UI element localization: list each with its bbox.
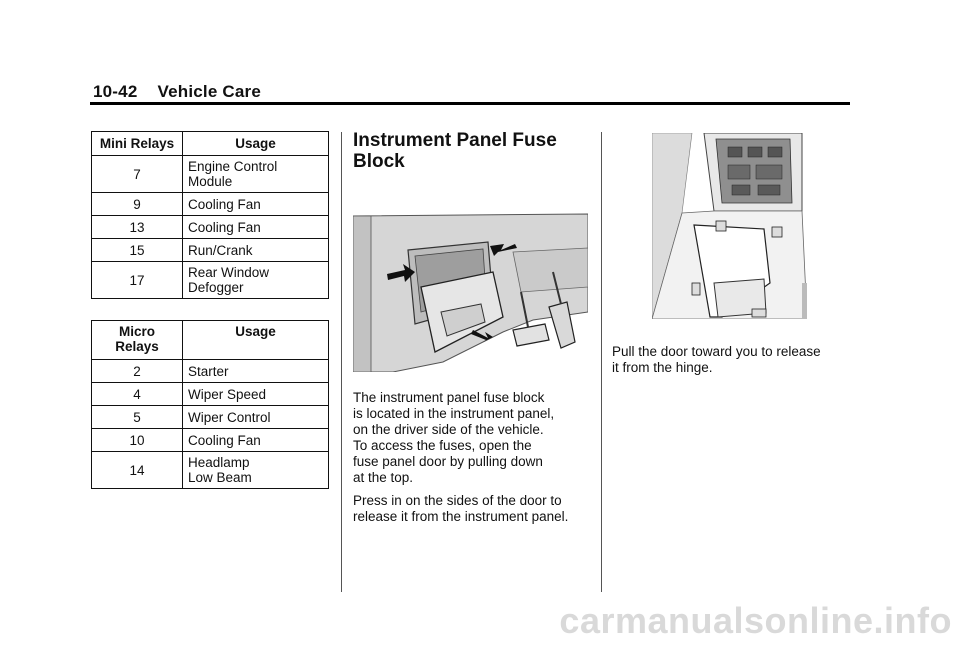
table-row xyxy=(92,239,329,262)
table-row xyxy=(92,452,329,489)
text-line: on the driver side of the vehicle. xyxy=(353,422,544,437)
relay-usage xyxy=(183,262,329,299)
table-row xyxy=(92,216,329,239)
relay-usage: Starter xyxy=(183,360,329,383)
text-line: Pull the door toward you to release xyxy=(612,344,821,359)
usage-line: Defogger xyxy=(188,280,244,295)
header-rule xyxy=(90,102,850,105)
column-header: Usage xyxy=(183,321,329,360)
relay-usage: Wiper Speed xyxy=(183,383,329,406)
text-line: To access the fuses, open the xyxy=(353,438,532,453)
text-line: it from the hinge. xyxy=(612,360,713,375)
relay-number: 10 xyxy=(92,429,183,452)
table-row xyxy=(92,383,329,406)
micro-relays-table xyxy=(91,320,329,489)
column-header: Mini Relays xyxy=(92,132,183,156)
text-line: fuse panel door by pulling down xyxy=(353,454,543,469)
header-line: Relays xyxy=(115,339,159,354)
usage-line: Module xyxy=(188,174,233,189)
relay-usage xyxy=(183,452,329,489)
relay-number: 7 xyxy=(92,156,183,193)
fuse-door-illustration xyxy=(353,212,588,372)
relay-usage: Run/Crank xyxy=(183,239,329,262)
usage-line: Headlamp xyxy=(188,455,250,470)
column-header xyxy=(92,321,183,360)
usage-line: Engine Control xyxy=(188,159,278,174)
text-line: release it from the instrument panel. xyxy=(353,509,569,524)
door-release-paragraph xyxy=(353,493,593,525)
column-divider-2 xyxy=(601,132,602,592)
relay-usage: Wiper Control xyxy=(183,406,329,429)
table-row xyxy=(92,360,329,383)
relay-number: 17 xyxy=(92,262,183,299)
usage-line: Low Beam xyxy=(188,470,252,485)
watermark: carmanualsonline.info xyxy=(559,600,952,641)
fuse-block-location-paragraph xyxy=(353,390,593,486)
usage-line: Rear Window xyxy=(188,265,270,280)
relay-usage: Cooling Fan xyxy=(183,193,329,216)
mini-relays-table xyxy=(91,131,329,299)
text-line: Press in on the sides of the door to xyxy=(353,493,562,508)
table-row xyxy=(92,406,329,429)
section-title-header: Vehicle Care xyxy=(157,82,262,101)
relay-number: 14 xyxy=(92,452,183,489)
text-line: is located in the instrument panel, xyxy=(353,406,555,421)
door-hinge-illustration xyxy=(652,133,807,319)
relay-number: 2 xyxy=(92,360,183,383)
relay-usage: Cooling Fan xyxy=(183,216,329,239)
column-divider-1 xyxy=(341,132,342,592)
relay-number: 13 xyxy=(92,216,183,239)
table-header-row xyxy=(92,132,329,156)
table-header-row xyxy=(92,321,329,360)
relay-usage xyxy=(183,156,329,193)
relay-number: 4 xyxy=(92,383,183,406)
section-heading xyxy=(353,130,583,172)
table-row xyxy=(92,429,329,452)
column-header: Usage xyxy=(183,132,329,156)
heading-line: Instrument Panel Fuse xyxy=(353,130,557,151)
heading-line: Block xyxy=(353,151,405,172)
table-row xyxy=(92,156,329,193)
page-number: 10-42 xyxy=(93,82,138,101)
relay-number: 9 xyxy=(92,193,183,216)
relay-usage: Cooling Fan xyxy=(183,429,329,452)
header-line: Micro xyxy=(118,324,155,339)
pull-door-paragraph xyxy=(612,344,852,376)
text-line: at the top. xyxy=(353,470,414,485)
text-line: The instrument panel fuse block xyxy=(353,390,545,405)
page-header xyxy=(93,82,261,102)
relay-number: 15 xyxy=(92,239,183,262)
table-row xyxy=(92,193,329,216)
table-row xyxy=(92,262,329,299)
relay-number: 5 xyxy=(92,406,183,429)
